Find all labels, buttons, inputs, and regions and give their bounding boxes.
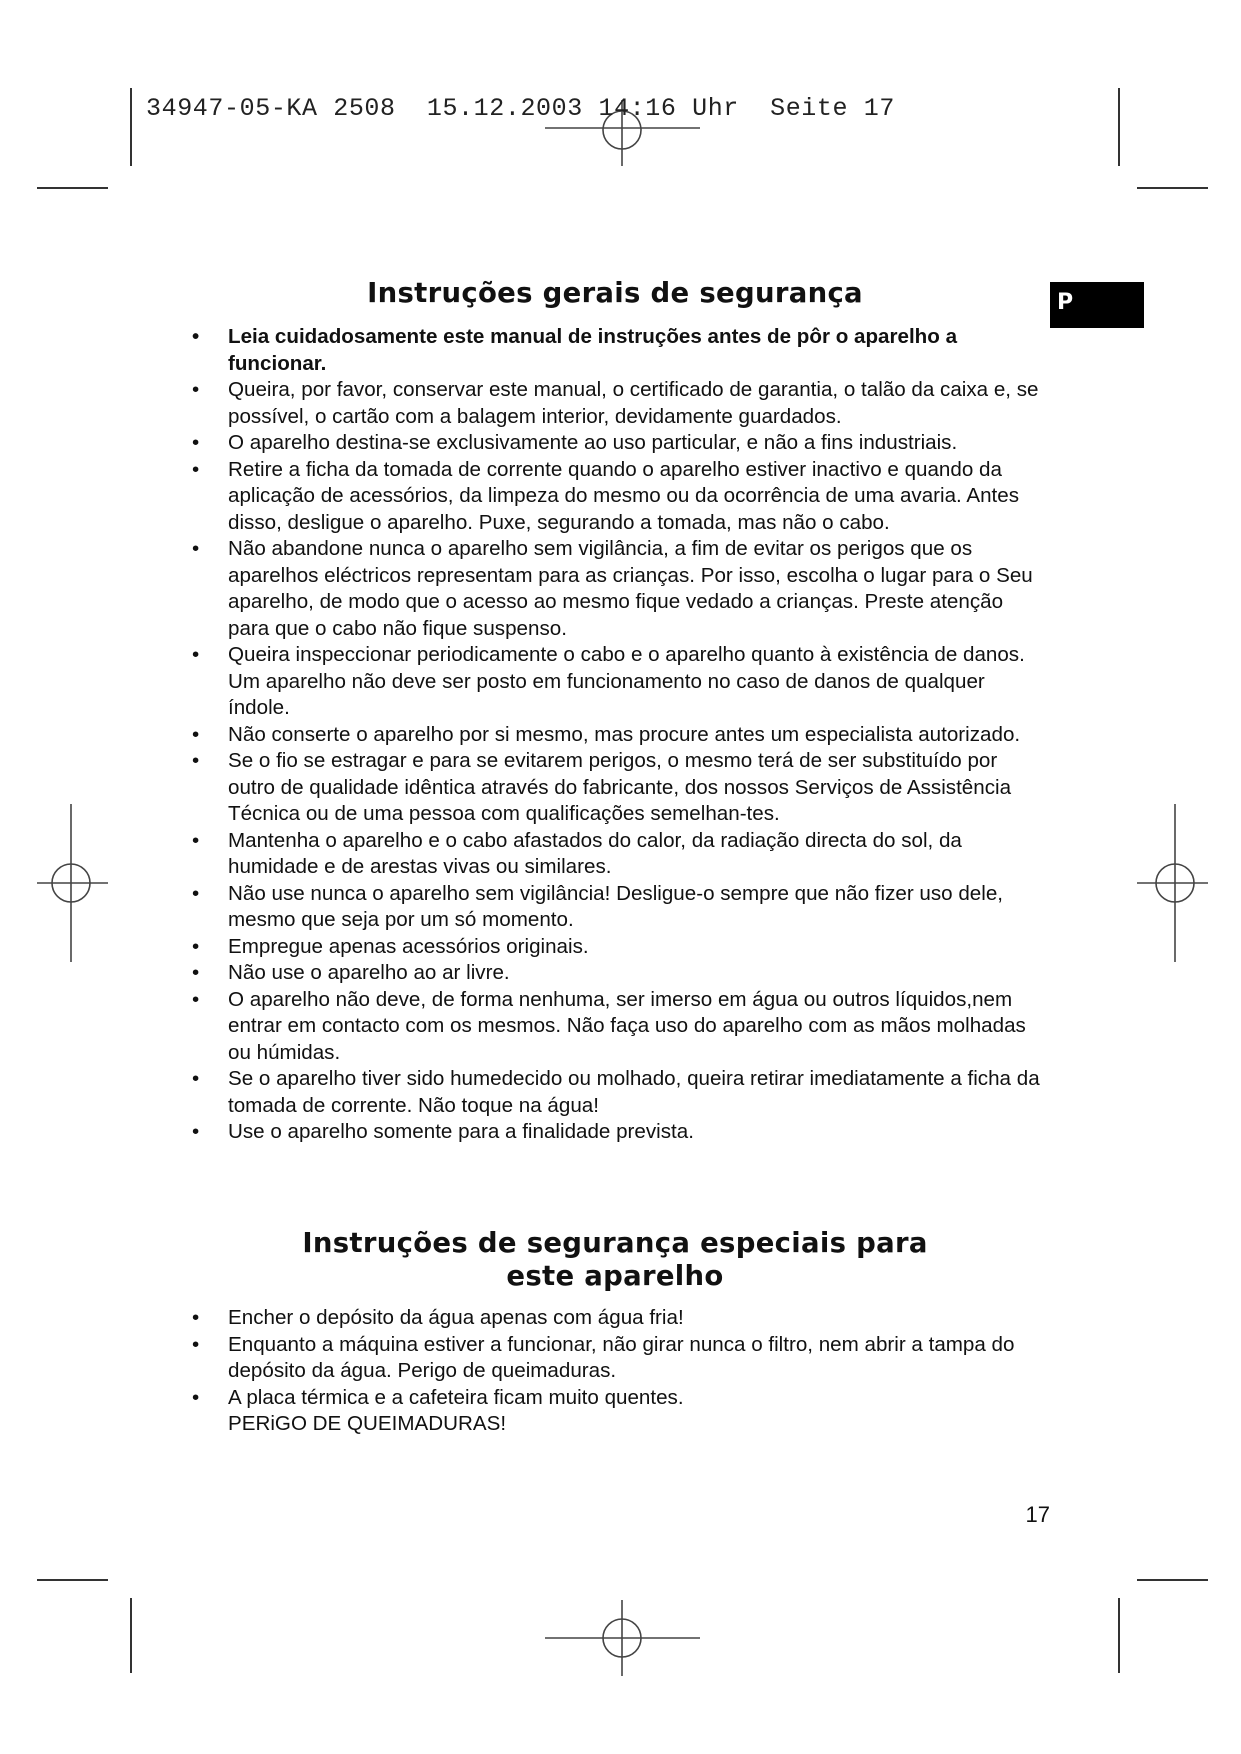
list-item: • Empregue apenas acessórios originais. [192, 934, 589, 958]
list-item: • Encher o depósito da água apenas com água fria! [192, 1306, 684, 1329]
list-item: • Não conserte o aparelho por si mesmo, mas procure antes um especialista autorizado. [192, 722, 1021, 746]
registration-mark-left [37, 804, 108, 962]
list-item: • Se o fio se estragar e para se evitarem perigos, o mesmo terá de ser substituído por outro de qualidade idêntica através do fabricante, dos nossos Serviços de Assistência Técnica ou de uma pessoa com qualificações semelhan-tes. [192, 749, 1012, 825]
list-item: • Não use nunca o aparelho sem vigilância! Desligue-o sempre que não fizer uso dele, mesmo que seja por um só momento. [192, 881, 1004, 931]
registration-mark-bottom [545, 1600, 700, 1676]
list-item: • Retire a ficha da tomada de corrente quando o aparelho estiver inactivo e quando da aplicação de acessórios, da limpeza do mesmo ou da ocorrência de uma avaria. Antes disso, desligue o aparelho. Puxe, segurando a tomada, mas não o cabo. [192, 457, 1020, 534]
special-safety-list [192, 1305, 1048, 1438]
list-item: • O aparelho não deve, de forma nenhuma, ser imerso em água ou outros líquidos,nem entrar em contacto com os mesmos. Não faça uso do aparelho com as mãos molhadas ou húmidas. [192, 987, 1026, 1064]
list-item: • Não abandone nunca o aparelho sem vigilância, a fim de evitar os perigos que os aparelhos eléctricos representam para as crianças. Por isso, escolha o lugar para o Seu aparelho, de modo que o acesso ao mesmo fique vedado a crianças. Preste atenção para que o cabo não fique suspenso. [192, 537, 1033, 640]
general-safety-list [192, 324, 1048, 1146]
list-item: • Enquanto a máquina estiver a funcionar, não girar nunca o filtro, nem abrir a tampa do depósito da água. Perigo de queimaduras. [192, 1332, 1015, 1382]
list-item: • Use o aparelho somente para a finalidade prevista. [192, 1120, 694, 1143]
list-item: • Se o aparelho tiver sido humedecido ou molhado, queira retirar imediatamente a ficha da tomada de corrente. Não toque na água! [192, 1067, 1040, 1117]
list-item: • O aparelho destina-se exclusivamente ao uso particular, e não a fins industriais. [192, 431, 958, 454]
registration-mark-right [1137, 804, 1208, 962]
page-number: 17 [1025, 1502, 1050, 1527]
list-item: • Queira inspeccionar periodicamente o cabo e o aparelho quanto à existência de danos. Um aparelho não deve ser posto em funcionamento no caso de danos de qualquer índole. [192, 643, 1025, 719]
list-item: • Queira, por favor, conservar este manual, o certificado de garantia, o talão da caixa e, se possível, o cartão com a balagem interior, devidamente guardados. [192, 378, 1039, 428]
section-title-general-safety: Instruções gerais de segurança [367, 277, 863, 309]
language-tab: P [1050, 282, 1144, 328]
list-item: • A placa térmica e a cafeteira ficam muito quentes. PERiGO DE QUEIMADURAS! [192, 1385, 1048, 1438]
list-item: • Não use o aparelho ao ar livre. [192, 961, 510, 984]
list-item: • Mantenha o aparelho e o cabo afastados do calor, da radiação directa do sol, da humidade e de arestas vivas ou similares. [192, 828, 962, 878]
section-title-special-safety: Instruções de segurança especiais para este aparelho [302, 1227, 928, 1292]
print-header: 34947-05-KA 2508 15.12.2003 14:16 Uhr Seite 17 [146, 94, 895, 123]
list-item: • Leia cuidadosamente este manual de instruções antes de pôr o aparelho a funcionar. [192, 325, 958, 375]
burn-warning: PERiGO DE QUEIMADURAS! [228, 1412, 507, 1435]
